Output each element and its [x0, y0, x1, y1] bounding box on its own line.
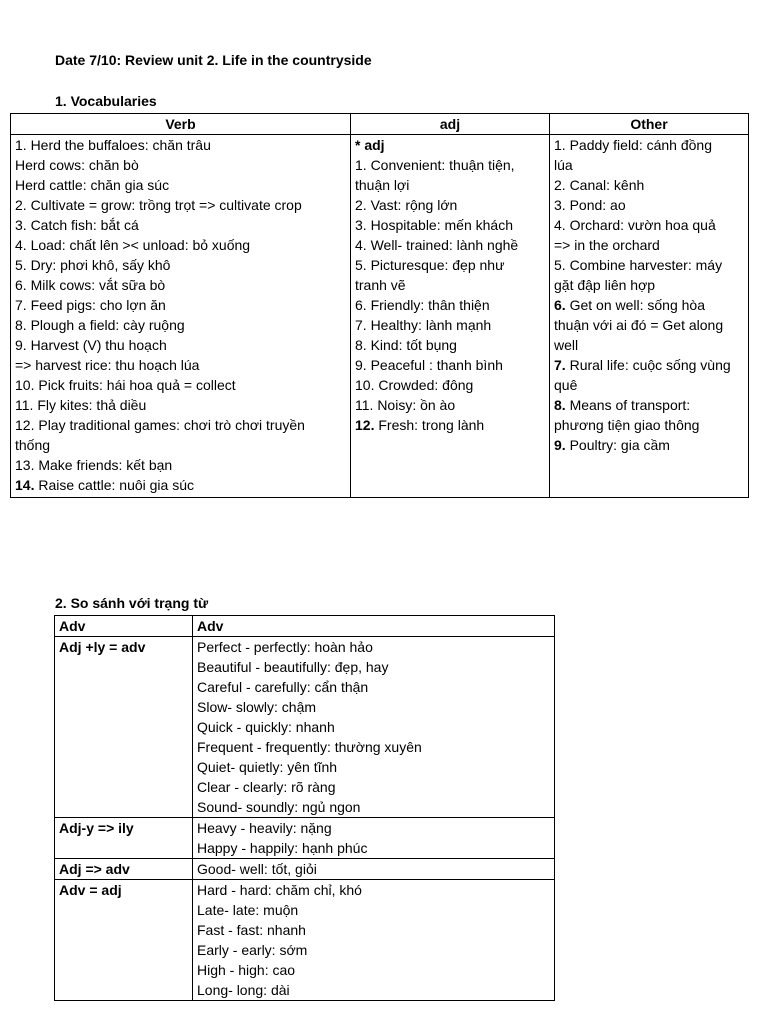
verb-entry-text: 11. Fly kites: thả diều [15, 397, 147, 413]
other-entry-text: lúa [554, 157, 573, 173]
adverb-examples [193, 859, 555, 880]
other-entry [554, 415, 744, 435]
other-entry-text: 2. Canal: kênh [554, 177, 645, 193]
verb-entry-text: 4. Load: chất lên >< unload: bỏ xuống [15, 237, 251, 253]
verb-entry [15, 395, 346, 415]
adverb-example: Fast - fast: nhanh [197, 922, 306, 938]
verb-entry [15, 255, 346, 275]
adverb-example: Hard - hard: chăm chỉ, khó [197, 882, 362, 898]
verb-entry [15, 455, 346, 475]
verb-entry-text: 8. Plough a field: cày ruộng [15, 317, 185, 333]
adverb-example: Beautiful - beautifully: đẹp, hay [197, 659, 389, 675]
verb-column [11, 135, 351, 498]
adverb-example: Careful - carefully: cẩn thận [197, 679, 369, 695]
adj-entry [355, 355, 545, 375]
verb-entry-text: 3. Catch fish: bắt cá [15, 217, 139, 233]
column-header-adj: adj [351, 114, 550, 135]
adverb-example: Good- well: tốt, giỏi [197, 861, 317, 877]
adverb-table-body [55, 637, 555, 1001]
page-title: Date 7/10: Review unit 2. Life in the countryside [55, 52, 372, 68]
adj-entry [355, 215, 545, 235]
adj-entry-text: 8. Kind: tốt bụng [355, 337, 457, 353]
adj-entry-text: 5. Picturesque: đẹp như [355, 257, 505, 273]
verb-entry [15, 175, 346, 195]
verb-entry-text: 9. Harvest (V) thu hoạch [15, 337, 167, 353]
adj-entry-text: 1. Convenient: thuận tiện, [355, 157, 515, 173]
column-header-verb: Verb [11, 114, 351, 135]
adj-entry [355, 135, 545, 155]
other-entry [554, 195, 744, 215]
other-entry-number: 8. [554, 397, 566, 413]
vocabulary-table [10, 113, 749, 498]
adj-entry-text: tranh vẽ [355, 277, 406, 293]
other-entry [554, 315, 744, 335]
adj-entry [355, 235, 545, 255]
other-entry [554, 155, 744, 175]
other-entry [554, 395, 744, 415]
other-entry-text: Poultry: gia cầm [565, 437, 670, 453]
other-entry [554, 435, 744, 455]
verb-entry [15, 135, 346, 155]
verb-entry [15, 215, 346, 235]
adverb-examples [193, 818, 555, 859]
adverb-rule: Adj => adv [55, 859, 193, 880]
other-entry [554, 235, 744, 255]
adj-entry-text: 10. Crowded: đông [355, 377, 474, 393]
adverb-examples [193, 880, 555, 1001]
other-entry-number: 9. [554, 437, 566, 453]
other-entry-text: => in the orchard [554, 237, 660, 253]
adverb-rule: Adj +ly = adv [55, 637, 193, 818]
adj-entry-text: 7. Healthy: lành mạnh [355, 317, 492, 333]
adverb-example: High - high: cao [197, 962, 296, 978]
verb-entry [15, 435, 346, 455]
adverb-example: Sound- soundly: ngủ ngon [197, 799, 361, 815]
adj-entry [355, 315, 545, 335]
adj-entry [355, 335, 545, 355]
adj-entry-text: * adj [355, 137, 385, 153]
adverb-example: Perfect - perfectly: hoàn hảo [197, 639, 373, 655]
verb-entry-number: 14. [15, 477, 35, 493]
column-header-other: Other [550, 114, 749, 135]
vocabulary-header-row [11, 114, 749, 135]
adj-entry-text: 11. Noisy: ồn ào [355, 397, 456, 413]
adverb-rule: Adv = adj [55, 880, 193, 1001]
other-entry [554, 175, 744, 195]
verb-entry-text: 13. Make friends: kết bạn [15, 457, 173, 473]
verb-entry-text: 2. Cultivate = grow: trồng trọt => cultivate crop [15, 197, 302, 213]
column-header-adv-rule: Adv [55, 616, 193, 637]
verb-entry-text: 10. Pick fruits: hái hoa quả = collect [15, 377, 236, 393]
verb-entry [15, 235, 346, 255]
vocabulary-body-row [11, 135, 749, 498]
other-entry [554, 295, 744, 315]
adverb-table [54, 615, 555, 1001]
other-entry-text: 3. Pond: ao [554, 197, 626, 213]
other-entry-text: 5. Combine harvester: máy [554, 257, 723, 273]
adverb-rule-row [55, 637, 555, 818]
verb-entry [15, 195, 346, 215]
adverb-example: Late- late: muộn [197, 902, 299, 918]
verb-entry [15, 335, 346, 355]
adj-entry-text: 9. Peaceful : thanh bình [355, 357, 503, 373]
section-heading-adverb-comparison: 2. So sánh với trạng từ [55, 595, 209, 611]
other-entry [554, 255, 744, 275]
other-entry-text: gặt đập liên hợp [554, 277, 656, 293]
adj-entry [355, 255, 545, 275]
verb-entry [15, 315, 346, 335]
verb-entry-text: 1. Herd the buffaloes: chăn trâu [15, 137, 211, 153]
adj-entry-text: 3. Hospitable: mến khách [355, 217, 513, 233]
adj-column [351, 135, 550, 498]
adverb-rule-row [55, 859, 555, 880]
adj-entry [355, 175, 545, 195]
adverb-example: Early - early: sớm [197, 942, 308, 958]
other-entry [554, 135, 744, 155]
adj-entry-text: 6. Friendly: thân thiện [355, 297, 490, 313]
verb-entry-text: Raise cattle: nuôi gia súc [34, 477, 194, 493]
verb-entry [15, 375, 346, 395]
other-entry-text: Means of transport: [565, 397, 691, 413]
adj-entry-text: Fresh: trong lành [374, 417, 485, 433]
adverb-rule: Adj-y => ily [55, 818, 193, 859]
other-entry [554, 335, 744, 355]
adverb-example: Frequent - frequently: thường xuyên [197, 739, 422, 755]
other-entry-number: 6. [554, 297, 566, 313]
adverb-example: Heavy - heavily: nặng [197, 820, 332, 836]
other-entry [554, 355, 744, 375]
adj-entry [355, 375, 545, 395]
column-header-adv-examples: Adv [193, 616, 555, 637]
other-entry-text: Rural life: cuộc sống vùng [565, 357, 731, 373]
other-entry-text: thuận với ai đó = Get along [554, 317, 724, 333]
adj-entry [355, 295, 545, 315]
section-heading-vocabularies: 1. Vocabularies [55, 93, 157, 109]
verb-entry-text: => harvest rice: thu hoạch lúa [15, 357, 200, 373]
adverb-example: Clear - clearly: rõ ràng [197, 779, 336, 795]
other-entry-text: quê [554, 377, 578, 393]
verb-entry [15, 355, 346, 375]
adj-entry-text: 2. Vast: rộng lớn [355, 197, 458, 213]
other-column [550, 135, 749, 498]
adj-entry [355, 275, 545, 295]
other-entry-text: well [554, 337, 579, 353]
other-entry-number: 7. [554, 357, 566, 373]
other-entry-text: 4. Orchard: vườn hoa quả [554, 217, 716, 233]
verb-entry [15, 475, 346, 495]
other-entry [554, 275, 744, 295]
verb-entry-text: 12. Play traditional games: chơi trò chơi truyền [15, 417, 305, 433]
other-entry [554, 215, 744, 235]
verb-entry-text: thống [15, 437, 51, 453]
adj-entry [355, 195, 545, 215]
other-entry-text: Get on well: sống hòa [565, 297, 705, 313]
adverb-example: Happy - happily: hạnh phúc [197, 840, 368, 856]
adverb-examples [193, 637, 555, 818]
adverb-example: Quiet- quietly: yên tĩnh [197, 759, 338, 775]
adj-entry-text: thuận lợi [355, 177, 410, 193]
other-entry-text: 1. Paddy field: cánh đồng [554, 137, 713, 153]
verb-entry [15, 155, 346, 175]
adverb-example: Slow- slowly: chậm [197, 699, 317, 715]
verb-entry [15, 295, 346, 315]
adj-entry [355, 415, 545, 435]
adverb-example: Quick - quickly: nhanh [197, 719, 335, 735]
verb-entry-text: Herd cattle: chăn gia súc [15, 177, 170, 193]
verb-entry [15, 275, 346, 295]
other-entry [554, 375, 744, 395]
verb-entry-text: 5. Dry: phơi khô, sấy khô [15, 257, 171, 273]
adj-entry [355, 395, 545, 415]
other-entry-text: phương tiện giao thông [554, 417, 700, 433]
adj-entry [355, 155, 545, 175]
adj-entry-text: 4. Well- trained: lành nghề [355, 237, 519, 253]
verb-entry-text: Herd cows: chăn bò [15, 157, 139, 173]
adverb-rule-row [55, 818, 555, 859]
adverb-rule-row [55, 880, 555, 1001]
verb-entry-text: 6. Milk cows: vắt sữa bò [15, 277, 166, 293]
verb-entry [15, 415, 346, 435]
verb-entry-text: 7. Feed pigs: cho lợn ăn [15, 297, 166, 313]
adverb-example: Long- long: dài [197, 982, 290, 998]
adj-entry-number: 12. [355, 417, 375, 433]
adverb-header-row [55, 616, 555, 637]
